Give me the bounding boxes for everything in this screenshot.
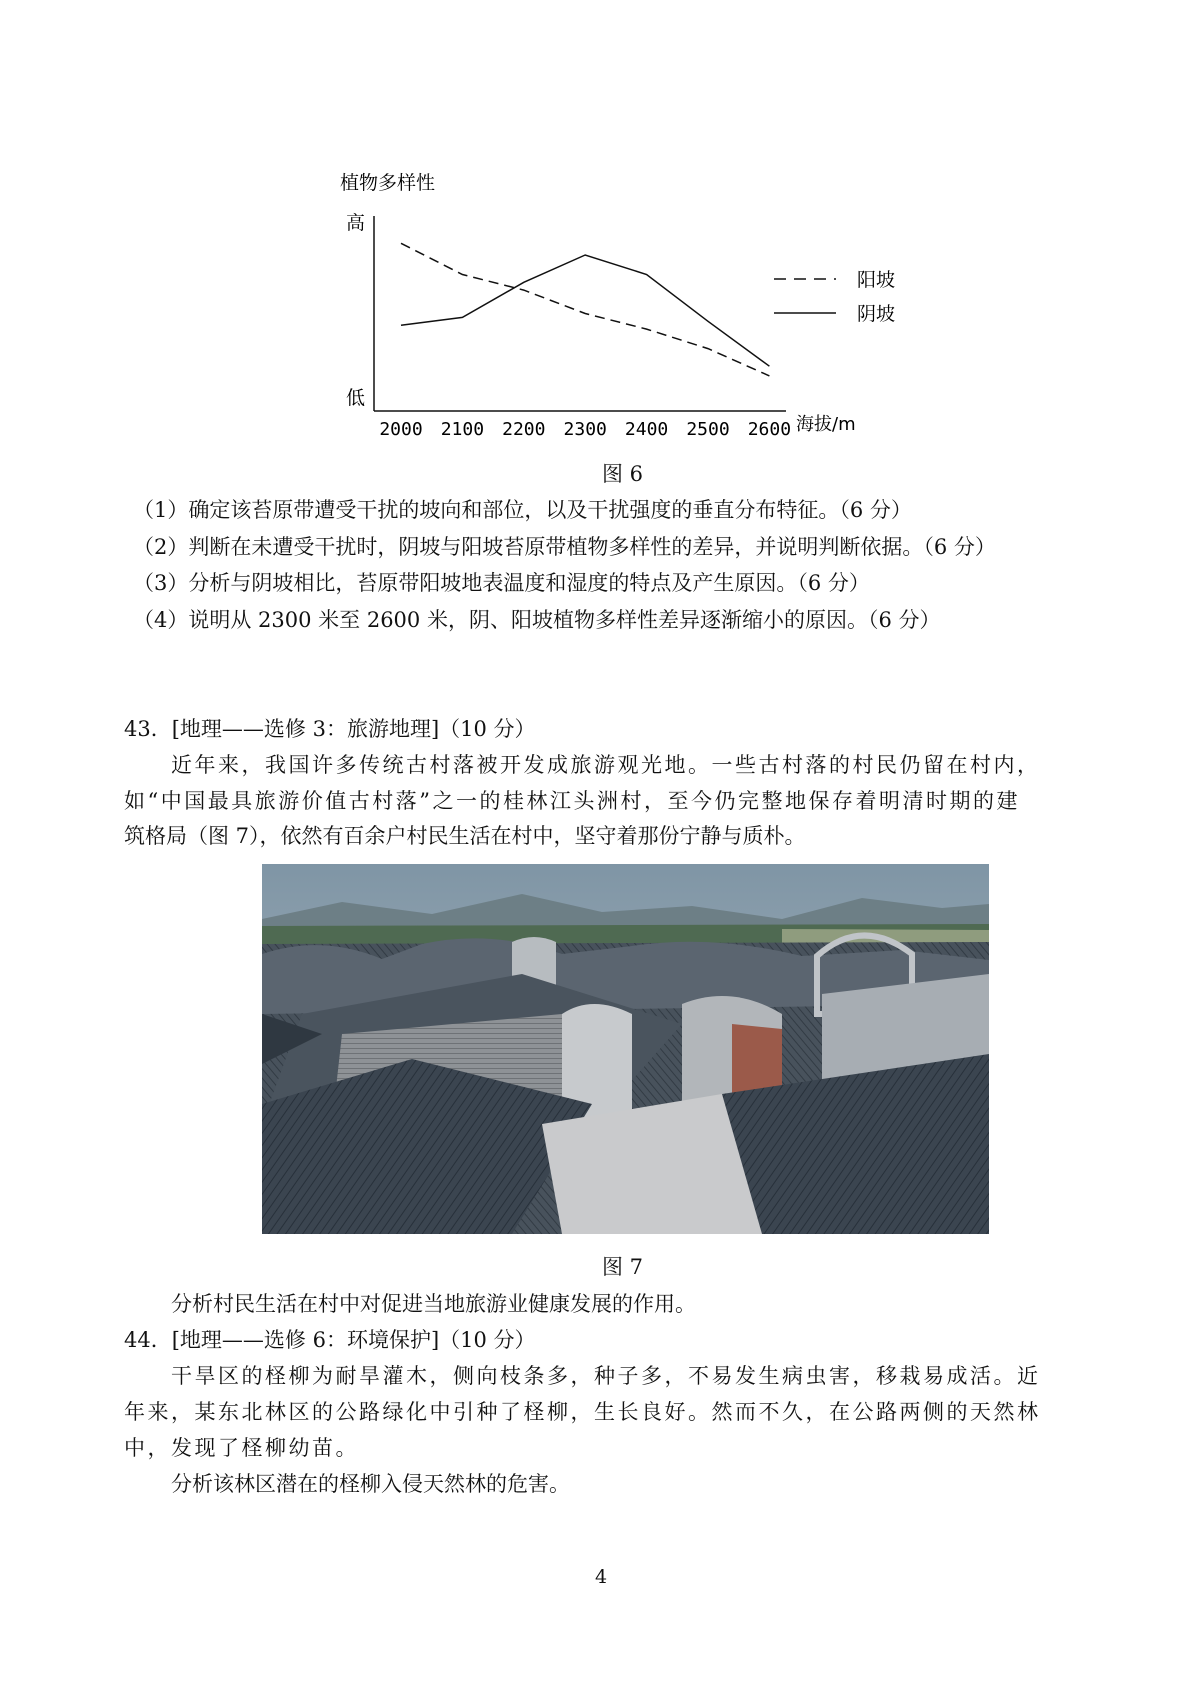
y-axis-label: 植物多样性 (340, 172, 436, 194)
x-tick-label: 2500 (686, 419, 730, 440)
q43-question: 分析村民生活在村中对促进当地旅游业健康发展的作用。 (171, 1292, 696, 1316)
x-tick-label: 2000 (379, 419, 423, 440)
page-number: 4 (595, 1566, 608, 1588)
x-tick-labels (379, 419, 791, 440)
series-sunny-slope-line (401, 243, 769, 376)
q43-paragraph-line-2: 如“中国最具旅游价值古村落”之一的桂林江头洲村，至今仍完整地保存着明清时期的建 (124, 789, 1020, 813)
q44-question: 分析该林区潜在的柽柳入侵天然林的危害。 (171, 1472, 570, 1496)
q42-part-4: （4）说明从 2300 米至 2600 米，阴、阳坡植物多样性差异逐渐缩小的原因。（6 分） (133, 608, 941, 632)
q44-heading: 44．[地理——选修 6：环境保护]（10 分） (124, 1328, 536, 1352)
x-tick-label: 2300 (563, 419, 607, 440)
figure-7-caption: 图 7 (602, 1255, 644, 1279)
diversity-chart (330, 170, 910, 450)
x-tick-label: 2200 (502, 419, 546, 440)
q42-part-2: （2）判断在未遭受干扰时，阴坡与阳坡苔原带植物多样性的差异，并说明判断依据。（6 分） (133, 535, 996, 559)
legend-shady-label: 阴坡 (857, 303, 896, 325)
q42-part-3: （3）分析与阴坡相比，苔原带阳坡地表温度和湿度的特点及产生原因。（6 分） (133, 571, 870, 595)
figure-6-caption: 图 6 (602, 462, 644, 486)
q44-paragraph-line-2: 年来，某东北林区的公路绿化中引种了柽柳，生长良好。然而不久，在公路两侧的天然林 (124, 1400, 1041, 1424)
y-high-label: 高 (346, 212, 366, 234)
q42-part-1: （1）确定该苔原带遭受干扰的坡向和部位，以及干扰强度的垂直分布特征。（6 分） (133, 498, 912, 522)
village-rooftops-photo (262, 864, 989, 1234)
q44-paragraph-line-1: 干旱区的柽柳为耐旱灌木，侧向枝条多，种子多，不易发生病虫害，移栽易成活。近 (171, 1364, 1041, 1388)
series-shady-slope-line (401, 255, 769, 366)
q43-paragraph-line-3: 筑格局（图 7），依然有百余户村民生活在村中，坚守着那份宁静与质朴。 (124, 824, 806, 848)
x-tick-label: 2600 (747, 419, 792, 440)
x-axis-label: 海拔/m (796, 414, 856, 435)
legend-sunny-label: 阳坡 (857, 269, 896, 291)
y-low-label: 低 (346, 387, 366, 409)
q44-paragraph-line-3: 中，发现了柽柳幼苗。 (124, 1436, 359, 1460)
x-tick-label: 2100 (440, 419, 485, 440)
x-tick-label: 2400 (624, 419, 669, 440)
q43-paragraph-line-1: 近年来，我国许多传统古村落被开发成旅游观光地。一些古村落的村民仍留在村内， (171, 753, 1041, 777)
q43-heading: 43．[地理——选修 3：旅游地理]（10 分） (124, 717, 536, 741)
